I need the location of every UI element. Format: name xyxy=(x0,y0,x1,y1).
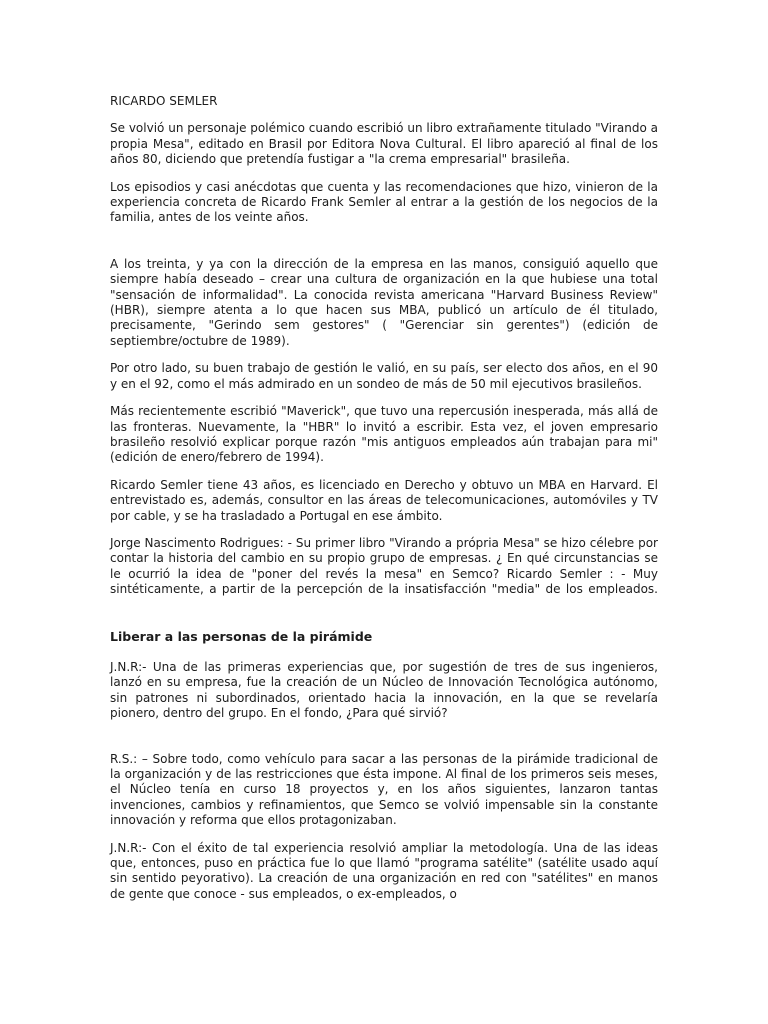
section-heading: Liberar a las personas de la pirámide xyxy=(110,628,373,644)
paragraph-thirties: A los treinta, y ya con la dirección de la empresa en las manos, consiguió aquello que siempre había deseado – crear una cultura de organización en la que hubiese una total "sensación de informalidad". La conocida revista americana "Harvard Business Review" (HBR), siempre atenta a lo que hacen sus MBA, publicó un artículo de él titulado, precisamente, "Gerindo sem gestores" ( "Gerenciar sin gerentes") (edición de septiembre/octubre de 1989). xyxy=(110,256,658,348)
paragraph-jnr-question-2: J.N.R:- Con el éxito de tal experiencia resolvió ampliar la metodología. Una de las ideas que, entonces, puso en práctica fue lo que llamó "programa satélite" (satélite usado aquí sin sentido peyorativo). La creación de una organización en red con "satélites" en manos de gente que conoce - sus empleados, o ex-empleados, o xyxy=(110,840,658,901)
paragraph-management: Por otro lado, su buen trabajo de gestión le valió, en su país, ser electo dos años, en el 90 y en el 92, como el más admirado en un sondeo de más de 50 mil ejecutivos brasileños. xyxy=(110,361,658,391)
paragraph-intro: Se volvió un personaje polémico cuando escribió un libro extrañamente titulado "Virando a propia Mesa", editado en Brasil por Editora Nova Cultural. El libro apareció al final de los años 80, diciendo que pretendía fustigar a "la crema empresarial" brasileña. xyxy=(110,121,658,167)
paragraph-maverick: Más recientemente escribió "Maverick", que tuvo una repercusión inesperada, más allá de las fronteras. Nuevamente, la "HBR" lo invitó a escribir. Esta vez, el joven empresario brasileño resolvió explicar porque razón "mis antiguos empleados aún trabajan para mi" (edición de enero/febrero de 1994). xyxy=(110,404,658,465)
paragraph-jnr-question-1: J.N.R:- Una de las primeras experiencias que, por sugestión de tres de sus ingenieros, lanzó en su empresa, fue la creación de un Núcleo de Innovación Tecnológica autónomo, sin patrones ni subordinados, orientado hacia la innovación, en la que se revelaría pionero, dentro del grupo. En el fondo, ¿Para qué sirvió? xyxy=(110,659,658,721)
paragraph-rs-answer-1: R.S.: – Sobre todo, como vehículo para sacar a las personas de la pirámide tradicional de la organización y de las restricciones que ésta impone. Al final de los primeros seis meses, el Núcleo tenía en curso 18 proyectos y, en los años siguientes, lanzaron tantas invenciones, cambios y refinamientos, que Semco se volvió impensable sin la constante innovación y reforma que ellos protagonizaban. xyxy=(110,751,658,828)
paragraph-episodes: Los episodios y casi anécdotas que cuenta y las recomendaciones que hizo, vinieron de la experiencia concreta de Ricardo Frank Semler al entrar a la gestión de los negocios de la familia, antes de los veinte años. xyxy=(110,179,658,225)
paragraph-interview-start: Jorge Nascimento Rodrigues: - Su primer libro "Virando a própria Mesa" se hizo célebre por contar la historia del cambio en su propio grupo de empresas. ¿ En qué circunstancias se le ocurrió la idea de "poner del revés la mesa" en Semco? Ricardo Semler : - Muy sintéticamente, a partir de la percepción de la insatisfacción "media" de los empleados. xyxy=(110,535,658,597)
document-title: RICARDO SEMLER xyxy=(110,94,218,108)
document-page xyxy=(110,94,658,914)
paragraph-bio: Ricardo Semler tiene 43 años, es licenciado en Derecho y obtuvo un MBA en Harvard. El entrevistado es, además, consultor en las áreas de telecomunicaciones, automóviles y TV por cable, y se ha trasladado a Portugal en ese ámbito. xyxy=(110,477,658,523)
